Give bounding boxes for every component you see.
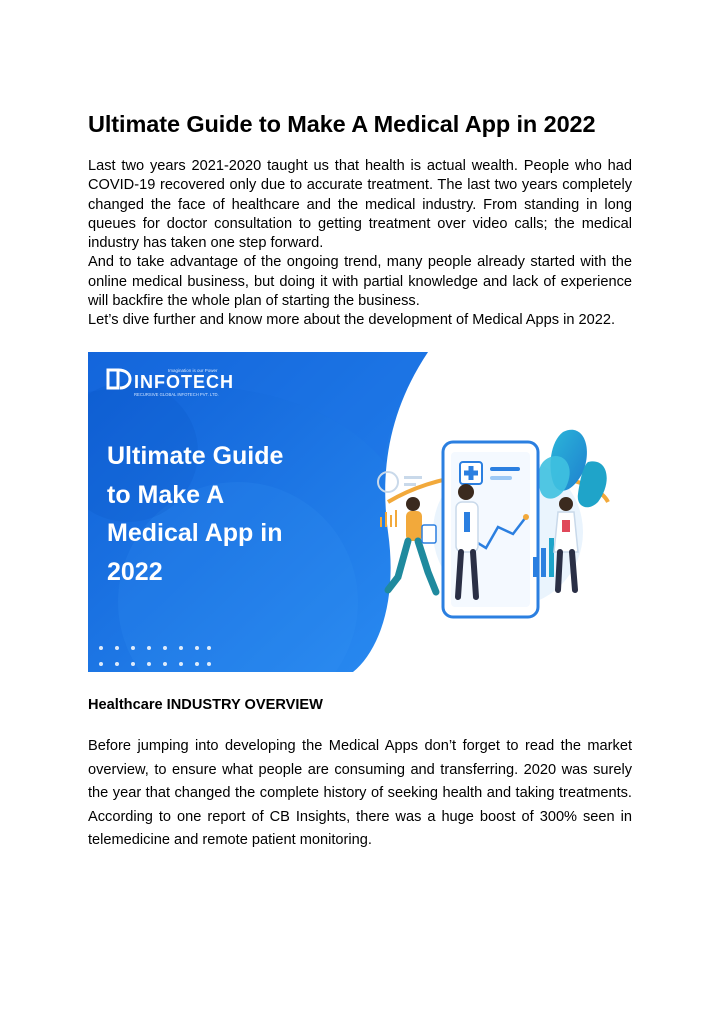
headline-line: Medical App in [107, 519, 283, 547]
plus-cross-icon [460, 462, 482, 484]
logo-name: INFOTECH [134, 372, 234, 392]
intro-paragraph: Let’s dive further and know more about the development of Medical Apps in 2022. [88, 312, 616, 329]
section-body [88, 735, 632, 853]
intro-paragraph: Last two years 2021-2020 taught us that health is actual wealth. People who had COVID-19 recovered only due to accurate treatment. The last two years completely changed the face of healthcare and the medical industry. From standing in long queues for doctor consultation to getting treatment over video calls; the medical industry has taken one step forward. [88, 158, 632, 252]
hero-banner-image [88, 352, 633, 672]
headline-line: Ultimate Guide [107, 442, 284, 470]
section-paragraph: Before jumping into developing the Medical Apps don’t forget to read the market overview, to ensure what people are consuming and transferring. 2020 was surely the year that changed the complete history of seeking health and taking treatments. According to one report of CB Insights, there was a huge boost of 300% seen in telemedicine and remote patient monitoring. [88, 738, 632, 849]
document-title: Ultimate Guide to Make A Medical App in 2022 [88, 111, 596, 137]
headline-line: to Make A [107, 481, 225, 509]
section-heading: Healthcare INDUSTRY OVERVIEW [88, 697, 323, 713]
logo-tagline: Imagination is our Power [168, 368, 218, 373]
intro-text [88, 157, 632, 331]
headline-line: 2022 [107, 558, 163, 586]
logo-subtitle: RECURSIVE GLOBAL INFOTECH PVT. LTD. [134, 392, 219, 397]
intro-paragraph: And to take advantage of the ongoing trend, many people already started with the online medical business, but doing it with partial knowledge and lack of experience will backfire the whole plan of starting the business. [88, 254, 632, 310]
